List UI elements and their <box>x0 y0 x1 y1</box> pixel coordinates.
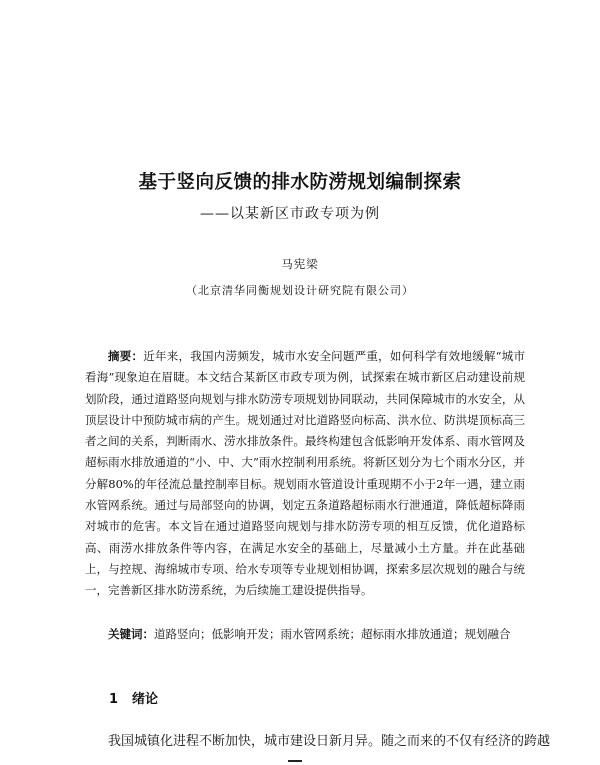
paper-subtitle: ——以某新区市政专项为例 <box>200 206 380 222</box>
page-bottom-mark <box>288 760 302 762</box>
author-name: 马宪梁 <box>281 257 319 271</box>
abstract-label: 摘要： <box>108 349 144 363</box>
section-number: 1 <box>109 692 119 707</box>
keywords-label: 关键词： <box>108 627 154 641</box>
author-affiliation: （北京清华同衡规划设计研究院有限公司） <box>186 284 414 297</box>
body-paragraph: 我国城镇化进程不断加快，城市建设日新月异。随之而来的不仅有经济的跨越 <box>108 734 551 749</box>
paper-title: 基于竖向反馈的排水防涝规划编制探索 <box>138 172 462 193</box>
abstract <box>85 346 525 602</box>
abstract-text: 近年来，我国内涝频发，城市水安全问题严重，如何科学有效地缓解“城市看海”现象迫在眉睫。本文结合某新区市政专项为例，试探索在城市新区启动建设前规划阶段，通过道路竖向规划与排水防涝专项规划协同联动，共同保障城市的水安全，从顶层设计中预防城市病的产生。规划通过对比道路竖向标高、洪水位、防洪堤顶标高三者之间的关系，判断雨水、涝水排放条件。最终构建包含低影响开发体系、雨水管网及超标雨水排放通道的“小、中、大”雨水控制利用系统。将新区划分为七个雨水分区，并分解80%的年径流总量控制率目标。规划雨水管道设计重现期不小于2年一遇，建立雨水管网系统。通过与局部竖向的协调，划定五条道路超标雨水行泄通道，降低超标降雨对城市的危害。本文旨在通过道路竖向规划与排水防涝专项的相互反馈，优化道路标高、雨涝水排放条件等内容，在满足水安全的基础上，尽量减小土方量。并在此基础上，与控规、海绵城市专项、给水专项等专业规划相协调，探索多层次规划的融合与统一，完善新区排水防涝系统，为后续施工建设提供指导。 <box>85 349 525 598</box>
keywords <box>108 626 511 642</box>
section-heading <box>109 688 158 707</box>
keywords-text: 道路竖向；低影响开发；雨水管网系统；超标雨水排放通道；规划融合 <box>154 627 511 641</box>
section-title: 绪论 <box>132 692 159 707</box>
